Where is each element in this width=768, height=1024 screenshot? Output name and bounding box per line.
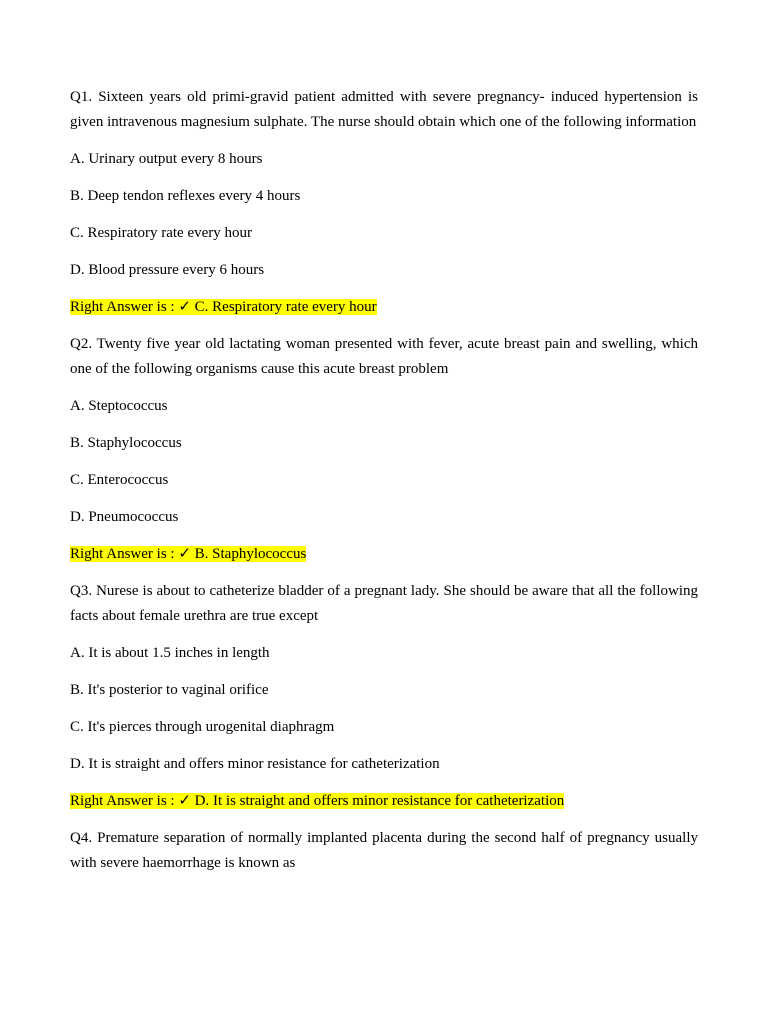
answer-block (70, 789, 698, 814)
option-text: A. Steptococcus (70, 398, 168, 414)
option-text: C. Enterococcus (70, 472, 169, 488)
question-block (70, 332, 698, 382)
option-text: B. Deep tendon reflexes every 4 hours (70, 188, 301, 204)
question-text: Q3. Nurese is about to catheterize bladder of a pregnant lady. She should be aware that all the following facts about female urethra are true except (70, 583, 698, 624)
option (70, 431, 698, 456)
option (70, 394, 698, 419)
question-block (70, 826, 698, 876)
option (70, 147, 698, 172)
question-block (70, 85, 698, 135)
option-text: C. Respiratory rate every hour (70, 225, 253, 241)
option-text: D. It is straight and offers minor resistance for catheterization (70, 756, 440, 772)
answer-block (70, 295, 698, 320)
right-answer: Right Answer is : ✓ C. Respiratory rate every hour (70, 299, 377, 315)
option (70, 715, 698, 740)
right-answer: Right Answer is : ✓ B. Staphylococcus (70, 546, 307, 562)
question-text: Q4. Premature separation of normally implanted placenta during the second half of pregnancy usually with severe haemorrhage is known as (70, 830, 698, 871)
option-text: D. Blood pressure every 6 hours (70, 262, 265, 278)
option-text: A. It is about 1.5 inches in length (70, 645, 270, 661)
question-text: Q2. Twenty five year old lactating woman presented with fever, acute breast pain and swelling, which one of the following organisms cause this acute breast problem (70, 336, 698, 377)
option-text: A. Urinary output every 8 hours (70, 151, 263, 167)
question-block (70, 579, 698, 629)
right-answer: Right Answer is : ✓ D. It is straight and offers minor resistance for catheterization (70, 793, 565, 809)
question-text: Q1. Sixteen years old primi-gravid patient admitted with severe pregnancy- induced hypertension is given intravenous magnesium sulphate. The nurse should obtain which one of the following information (70, 89, 698, 130)
option-text: B. Staphylococcus (70, 435, 182, 451)
option (70, 752, 698, 777)
option (70, 505, 698, 530)
answer-block (70, 542, 698, 567)
option (70, 221, 698, 246)
option (70, 258, 698, 283)
option-text: D. Pneumococcus (70, 509, 179, 525)
option (70, 678, 698, 703)
option-text: B. It's posterior to vaginal orifice (70, 682, 269, 698)
option (70, 184, 698, 209)
option (70, 468, 698, 493)
option (70, 641, 698, 666)
option-text: C. It's pierces through urogenital diaphragm (70, 719, 335, 735)
